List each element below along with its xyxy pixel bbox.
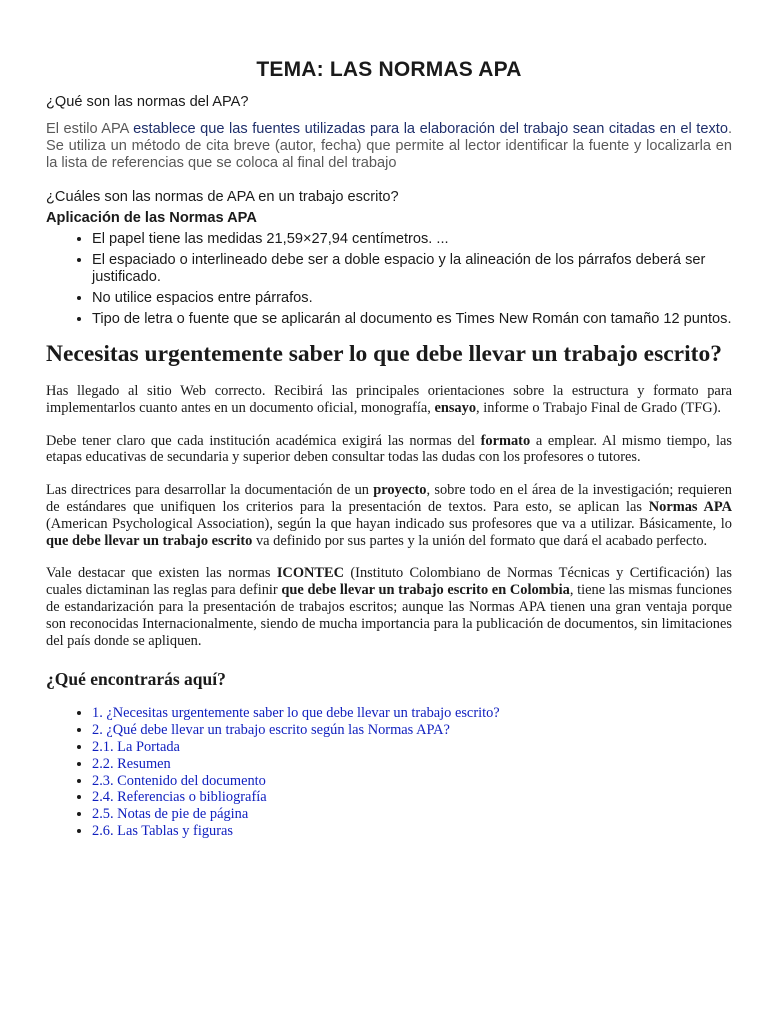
text-run: (Instituto Colombiano de Normas Técnicas y Certificación) las cuales dictaminan las reglas para definir xyxy=(46,565,732,599)
text-run: (American Psychological Association), según la que hayan indicado sus profesores que va a utilizar. Básicamente, lo xyxy=(46,515,732,532)
intro-part-a: El estilo APA xyxy=(46,121,134,137)
toc-item xyxy=(92,739,732,756)
text-run: a emplear. Al mismo tiempo, las etapas educativas de secundaria y superior deben consultar todas las dudas con los profesores o tutores. xyxy=(46,432,732,466)
toc-link-2-6[interactable]: 2.6. Las Tablas y figuras xyxy=(92,822,234,839)
toc-heading: ¿Qué encontrarás aquí? xyxy=(46,669,226,690)
toc-link-2-1[interactable]: 2.1. La Portada xyxy=(92,738,180,755)
bold-run: Normas APA xyxy=(648,498,732,515)
question-which-norms: ¿Cuáles son las normas de APA en un trabajo escrito? xyxy=(46,189,399,205)
toc-link-2-3[interactable]: 2.3. Contenido del documento xyxy=(92,772,266,789)
toc-link-2-2[interactable]: 2.2. Resumen xyxy=(92,755,171,772)
list-item: • Tipo de letra o fuente que se aplicarán al documento es Times New Román con tamaño 12 puntos. xyxy=(92,311,732,328)
intro-part-c: . Se utiliza un método de cita breve (autor, fecha) que permite al lector identificar la fuente y localizarla en la lista de referencias que se coloca al final del trabajo xyxy=(46,121,732,171)
norms-bullet-list xyxy=(46,231,732,328)
text-run: , informe o Trabajo Final de Grado (TFG). xyxy=(476,399,722,416)
toc-link-1[interactable]: 1. ¿Necesitas urgentemente saber lo que debe llevar un trabajo escrito? xyxy=(92,705,500,722)
bold-run: que debe llevar un trabajo escrito xyxy=(46,532,253,549)
intro-part-b: establece que las fuentes utilizadas para la elaboración del trabajo sean citadas en el texto xyxy=(133,121,728,137)
toc-link-2[interactable]: 2. ¿Qué debe llevar un trabajo escrito según las Normas APA? xyxy=(92,722,450,739)
bold-run: ensayo xyxy=(434,399,477,416)
question-what-are-apa: ¿Qué son las normas del APA? xyxy=(46,94,249,110)
paragraph-3 xyxy=(46,482,732,549)
toc-item xyxy=(92,756,732,773)
list-item: • El espaciado o interlineado debe ser a doble espacio y la alineación de los párrafos deberá ser justificado. xyxy=(92,252,732,286)
text-run: va definido por sus partes y la unión del formato que dará el acabado perfecto. xyxy=(252,532,708,549)
toc-item xyxy=(92,823,732,840)
table-of-contents xyxy=(46,705,732,839)
bold-run: ICONTEC xyxy=(276,565,344,582)
bold-run: que debe llevar un trabajo escrito en Colombia xyxy=(281,582,570,599)
text-run: , sobre todo en el área de la investigación; requieren de estándares que unifiquen los criterios para la presentación de textos. Para esto, se aplican las xyxy=(46,482,732,515)
paragraph-2 xyxy=(46,433,732,467)
toc-item xyxy=(92,705,732,722)
page-title: TEMA: LAS NORMAS APA xyxy=(256,58,522,81)
paragraph-4 xyxy=(46,565,732,649)
text-run: Has llegado al sitio Web correcto. Recibirá las principales orientaciones sobre la estructura y formato para implementarlos cuanto antes en un documento oficial, monografía, xyxy=(46,383,732,416)
toc-item xyxy=(92,789,732,806)
toc-item xyxy=(92,806,732,823)
section-heading: Necesitas urgentemente saber lo que debe llevar un trabajo escrito? xyxy=(46,341,722,367)
text-run: Vale destacar que existen las normas xyxy=(46,565,277,582)
list-item: • No utilice espacios entre párrafos. xyxy=(92,290,732,307)
list-item: • El papel tiene las medidas 21,59×27,94 centímetros. ... xyxy=(92,231,732,248)
document-page xyxy=(46,58,732,840)
text-run: , tiene las mismas funciones de estandarización para la presentación de trabajos escritos; aunque las Normas APA tienen una gran ventaja porque son reconocidas Internacionalmente, siendo de mucha importancia para la publicación de documentos, sin limitaciones del país donde se apliquen. xyxy=(46,582,732,649)
text-run: Las directrices para desarrollar la documentación de un xyxy=(46,482,374,499)
intro-paragraph xyxy=(46,121,732,172)
toc-link-2-5[interactable]: 2.5. Notas de pie de página xyxy=(92,806,249,823)
toc-link-2-4[interactable]: 2.4. Referencias o bibliografía xyxy=(92,789,267,806)
bold-run: formato xyxy=(480,432,531,449)
toc-item xyxy=(92,722,732,739)
subheading-application: Aplicación de las Normas APA xyxy=(46,210,257,226)
text-run: Debe tener claro que cada institución académica exigirá las normas del xyxy=(46,432,481,449)
bold-run: proyecto xyxy=(373,482,427,499)
paragraph-1 xyxy=(46,383,732,417)
toc-item xyxy=(92,773,732,790)
